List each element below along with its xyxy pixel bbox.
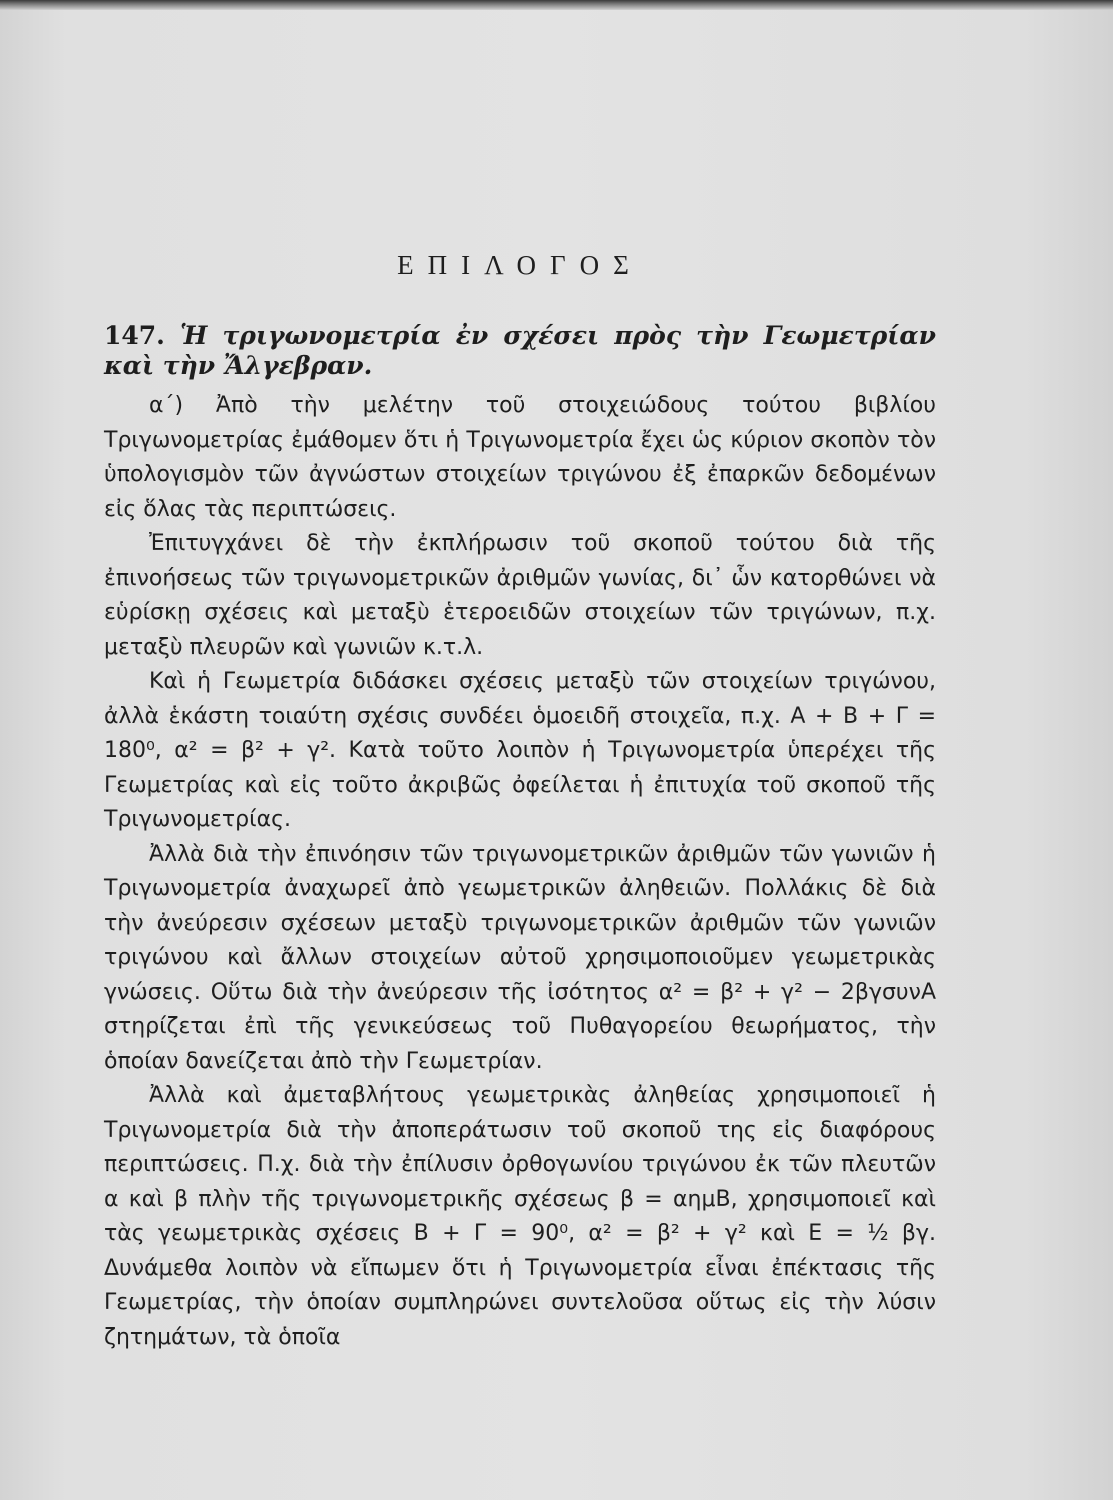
scan-top-edge [0,0,1113,10]
paragraph: Ἐπιτυγχάνει δὲ τὴν ἐκπλήρωσιν τοῦ σκοποῦ τούτου διὰ τῆς ἐπινοήσεως τῶν τριγωνομετρικῶν ἀριθμῶν γωνίας, δι᾽ ὧν κατορθώνει νὰ εὑρίσκῃ σχέσεις καὶ μεταξὺ ἑτεροειδῶν στοιχείων τῶν τριγώνων, π.χ. μεταξὺ πλευρῶν καὶ γωνιῶν κ.τ.λ. [104,531,936,660]
page-content [104,240,936,1355]
paragraph: Καὶ ἡ Γεωμετρία διδάσκει σχέσεις μεταξὺ τῶν στοιχείων τριγώνου, ἀλλὰ ἑκάστη τοιαύτη σχέσις συνδέει ὁμοειδῆ στοιχεῖα, π.χ. Α + Β + Γ = 180⁰, α² = β² + γ². Κατὰ τοῦτο λοιπὸν ἡ Τριγωνομετρία ὑπερέχει τῆς Γεωμετρίας καὶ εἰς τοῦτο ἀκριβῶς ὀφείλεται ἡ ἐπιτυχία τοῦ σκοποῦ τῆς Τριγωνομετρίας. [104,669,936,832]
chapter-heading: ΕΠΙΛΟΓΟΣ [397,250,643,280]
section-title [104,321,936,381]
book-page [0,10,1113,1500]
paragraph: Ἀλλὰ διὰ τὴν ἐπινόησιν τῶν τριγωνομετρικῶν ἀριθμῶν τῶν γωνιῶν ἡ Τριγωνομετρία ἀναχωρεῖ ἀπὸ γεωμετρικῶν ἀληθειῶν. Πολλάκις δὲ διὰ τὴν ἀνεύρεσιν σχέσεων μεταξὺ τριγωνομετρικῶν ἀριθμῶν τῶν γωνιῶν τριγώνου καὶ ἄλλων στοιχείων αὐτοῦ χρησιμοποιοῦμεν γεωμετρικὰς γνώσεις. Οὕτω διὰ τὴν ἀνεύρεσιν τῆς ἰσότητος α² = β² + γ² − 2βγσυνΑ στηρίζεται ἐπὶ τῆς γενικεύσεως τοῦ Πυθαγορείου θεωρήματος, τὴν ὁποίαν δανείζεται ἀπὸ τὴν Γεωμετρίαν. [104,841,936,1074]
section-number: 147. [104,321,165,350]
body-text [104,389,936,1355]
paragraph: Ἀλλὰ καὶ ἀμεταβλήτους γεωμετρικὰς ἀληθείας χρησιμοποιεῖ ἡ Τριγωνομετρία διὰ τὴν ἀποπεράτωσιν τοῦ σκοποῦ της εἰς διαφόρους περιπτώσεις. Π.χ. διὰ τὴν ἐπίλυσιν ὀρθογωνίου τριγώνου ἐκ τῶν πλευτῶν α καὶ β πλὴν τῆς τριγωνομετρικῆς σχέσεως β = αημΒ, χρησιμοποιεῖ καὶ τὰς γεωμετρικὰς σχέσεις Β + Γ = 90⁰, α² = β² + γ² καὶ Ε = ½ βγ. Δυνάμεθα λοιπὸν νὰ εἴπωμεν ὅτι ἡ Τριγωνομετρία εἶναι ἐπέκτασις τῆς Γεωμετρίας, τὴν ὁποίαν συμπληρώνει συντελοῦσα οὕτως εἰς τὴν λύσιν ζητημάτων, τὰ ὁποῖα [104,1083,936,1350]
paragraph: α΄) Ἀπὸ τὴν μελέτην τοῦ στοιχειώδους τούτου βιβλίου Τριγωνομετρίας ἐμάθομεν ὅτι ἡ Τριγωνομετρία ἔχει ὡς κύριον σκοπὸν τὸν ὑπολογισμὸν τῶν ἀγνώστων στοιχείων τριγώνου ἐξ ἐπαρκῶν δεδομένων εἰς ὅλας τὰς περιπτώσεις. [104,393,936,522]
section-title-text: Ἡ τριγωνομετρία ἐν σχέσει πρὸς τὴν Γεωμετρίαν καὶ τὴν Ἄλγεβραν. [104,321,936,380]
